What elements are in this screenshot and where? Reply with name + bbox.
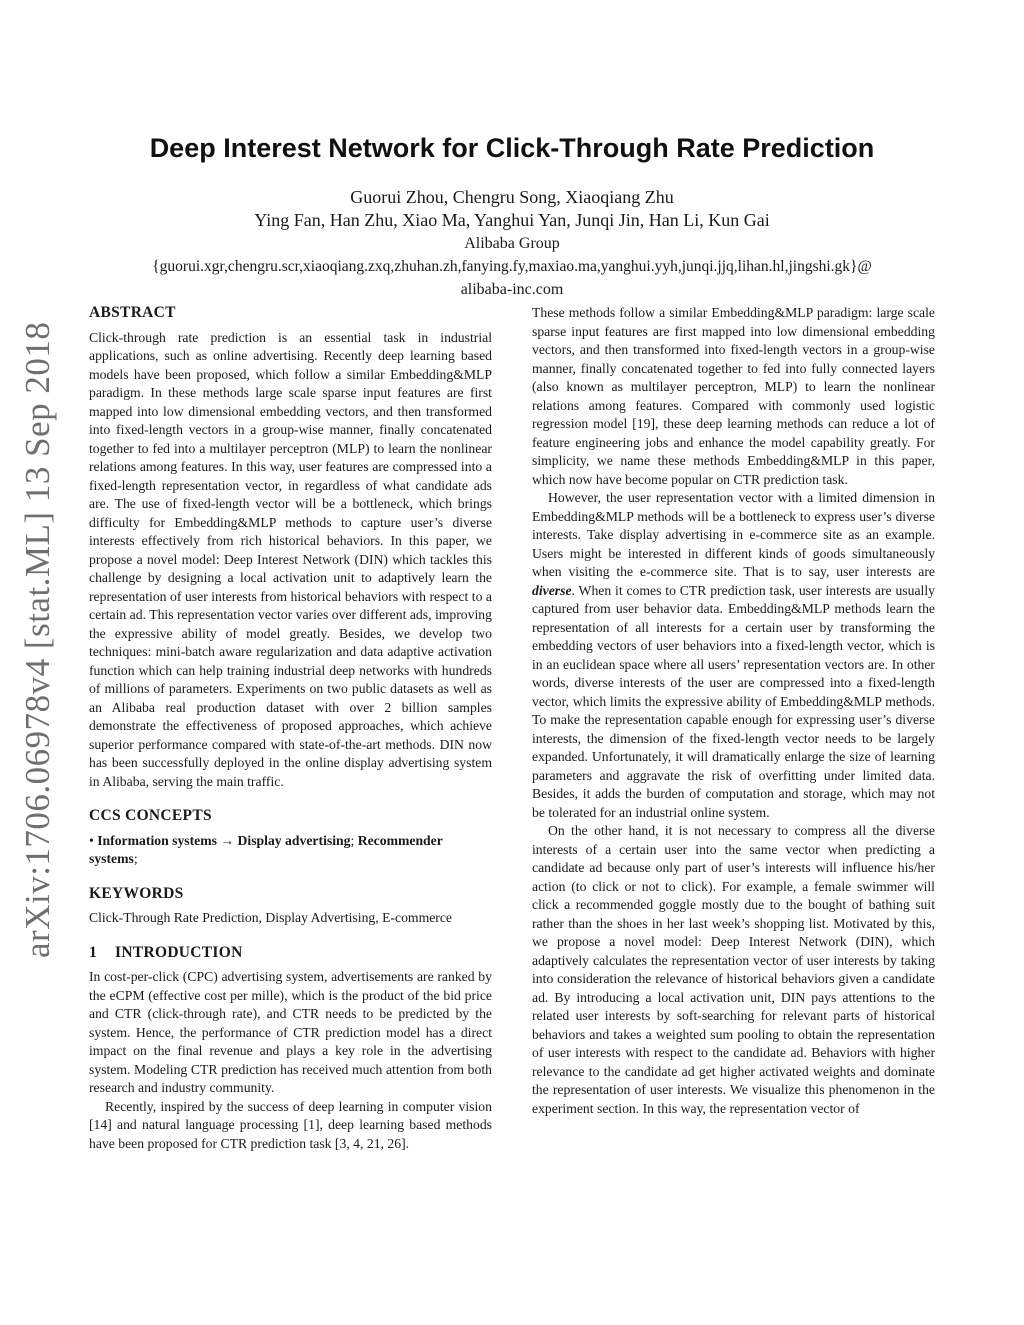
author-line: Guorui Zhou, Chengru Song, Xiaoqiang Zhu: [350, 187, 674, 207]
abstract-text: Click-through rate prediction is an essential task in industrial applications, such as online advertising. Recently deep learning based models have been proposed, which follow a similar Embedding&MLP paradigm. In these methods large scale sparse input features are first mapped into low dimensional embedding vectors, and then transformed into fixed-length vectors in a group-wise manner, finally concatenated together to fed into a multilayer perceptron (MLP) to learn the nonlinear relations among features. In this way, user features are compressed into a fixed-length representation vector, in regardless of what candidate ads are. The use of fixed-length vector will be a bottleneck, which brings difficulty for Embedding&MLP methods to capture user’s diverse interests effectively from rich historical behaviors. In this paper, we propose a novel model: Deep Interest Network (DIN) which tackles this challenge by designing a local activation unit to adaptively learn the representation of user interests from historical behaviors with respect to a certain ad. This representation vector varies over different ads, improving the expressive ability of model greatly. Besides, we develop two techniques: mini-batch aware regularization and data adaptive activation function which can help training industrial deep networks with hundreds of millions of parameters. Experiments on two public datasets as well as an Alibaba real production dataset with over 2 billion samples demonstrate the effectiveness of proposed approaches, which achieve superior performance compared with state-of-the-art methods. DIN now has been successfully deployed in the online display advertising system in Alibaba, serving the main traffic.: [89, 329, 492, 789]
intro-paragraph: Recently, inspired by the success of deep learning in computer vision [14] and natural language processing [1], deep learning based methods have been proposed for CTR prediction task [3, 4, 21, 26].: [89, 1098, 492, 1151]
emphasis-diverse: diverse: [532, 582, 572, 598]
section-title: INTRODUCTION: [115, 943, 243, 961]
ccs-heading: CCS CONCEPTS: [89, 807, 212, 824]
ccs-separator: ;: [133, 851, 138, 866]
ccs-bullet: •: [89, 832, 94, 848]
text-run: . When it comes to CTR prediction task, user interests are usually captured from user behavior data. Embedding&MLP methods learn the representation of all interests for a certain user by transforming the embedding vectors of user behaviors into a fixed-length vector, which is in an euclidean space where all users’ representation vectors are. In other words, diverse interests of the user are compressed into a fixed-length vector, which limits the expressive ability of Embedding&MLP methods. To make the representation capable enough for expressing user’s diverse interests, the dimension of the fixed-length vector needs to be largely expanded. Unfortunately, it will dramatically enlarge the size of learning parameters and aggravate the risk of overfitting under limited data. Besides, it adds the burden of computation and storage, which may not be tolerated for an industrial online system.: [532, 582, 935, 820]
right-column: [532, 304, 935, 1118]
email-line: alibaba-inc.com: [460, 281, 564, 298]
section-number: 1: [89, 943, 98, 961]
intro-heading: [89, 944, 492, 963]
affiliation: Alibaba Group: [464, 235, 560, 252]
body-paragraph: These methods follow a similar Embedding&MLP paradigm: large scale sparse input features are first mapped into low dimensional embedding vectors, and then transformed into fixed-length vectors in a group-wise manner, finally concatenated together to fed into fully connected layers (also known as multilayer perceptron, MLP) to learn the nonlinear relations among features. Compared with commonly used logistic regression model [19], these deep learning methods can reduce a lot of feature engineering jobs and enhance the model capability greatly. For simplicity, we name these methods Embedding&MLP in this paper, which now have become popular on CTR prediction task.: [532, 305, 935, 487]
abstract-heading: ABSTRACT: [89, 304, 176, 321]
keywords-heading: KEYWORDS: [89, 884, 184, 902]
ccs-arrow: →: [220, 832, 235, 848]
arxiv-identifier: arXiv:1706.06978v4 [stat.ML] 13 Sep 2018: [18, 321, 57, 958]
left-column: [89, 304, 492, 1153]
ccs-term: Information systems: [97, 832, 217, 848]
body-paragraph: On the other hand, it is not necessary to compress all the diverse interests of a certain user into the same vector when predicting a candidate ad because only part of user’s interests will influence his/her action (to click or not to click). For example, a female swimmer will click a recommended goggle mostly due to the bought of bathing suit rather than the shoes in her last week’s shopping list. Motivated by this, we propose a novel model: Deep Interest Network (DIN), which adaptively calculates the representation vector of user interests by taking into consideration the relevance of historical behaviors given a candidate ad. By introducing a local activation unit, DIN pays attentions to the related user interests by soft-searching for relevant parts of historical behaviors and takes a weighted sum pooling to obtain the representation of user interests with respect to the candidate ad. Behaviors with higher relevance to the candidate ad get higher activated weights and dominate the representation of user interests. We visualize this phenomenon in the experiment section. In this way, the representation vector of: [532, 823, 935, 1116]
paper-title: Deep Interest Network for Click-Through Rate Prediction: [149, 133, 875, 163]
ccs-term: Recommender systems: [89, 832, 443, 866]
author-line: Ying Fan, Han Zhu, Xiao Ma, Yanghui Yan, Junqi Jin, Han Li, Kun Gai: [254, 210, 770, 230]
author-block: [60, 186, 964, 301]
ccs-term: Display advertising: [237, 832, 351, 848]
intro-paragraph: In cost-per-click (CPC) advertising system, advertisements are ranked by the eCPM (effective cost per mille), which is the product of the bid price and CTR (click-through rate), and CTR needs to be predicted by the system. Hence, the performance of CTR prediction model has a direct impact on the final revenue and plays a key role in the advertising system. Modeling CTR prediction has received much attention from both research and industry community.: [89, 969, 492, 1095]
body-paragraph: [532, 489, 935, 822]
text-run: However, the user representation vector with a limited dimension in Embedding&MLP methods will be a bottleneck to express user’s diverse interests. Take display advertising in e-commerce site as an example. Users might be interested in different kinds of goods simultaneously when visiting the e-commerce site. That is to say, user interests are: [532, 490, 935, 579]
keywords-text: Click-Through Rate Prediction, Display Advertising, E-commerce: [89, 910, 453, 925]
email-line: {guorui.xgr,chengru.scr,xiaoqiang.zxq,zhuhan.zh,fanying.fy,maxiao.ma,yanghui.yyh,junqi.jjq,lihan.hl,jingshi.gk}@: [152, 258, 872, 275]
ccs-concepts: [89, 832, 492, 869]
ccs-separator: ;: [350, 832, 355, 848]
